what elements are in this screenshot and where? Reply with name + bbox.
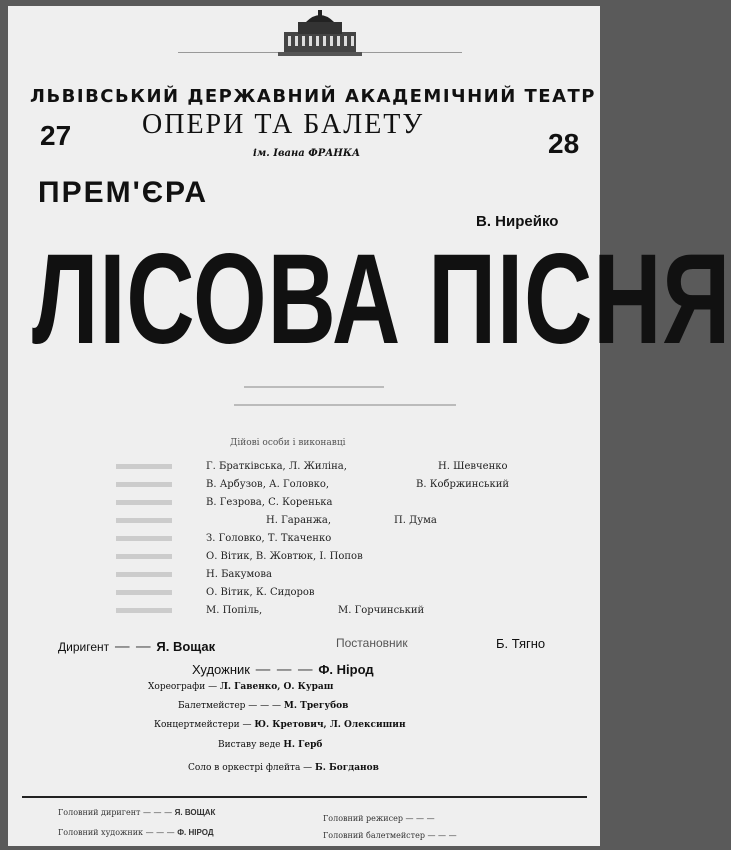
stage-manager-name: Н. Герб	[283, 740, 323, 750]
date-left: 27	[40, 120, 72, 151]
footer-chief-ballet-label: Головний балетмейстер	[323, 831, 425, 840]
footer-chief-artist-name: Ф. НІРОД	[177, 828, 214, 837]
faint-subtitle-line-2	[234, 404, 456, 406]
faded-role-names	[116, 464, 172, 614]
performance-title: ЛІСОВА ПІСНЯ	[32, 228, 731, 371]
poster	[8, 6, 731, 846]
footer-chief-conductor: Головний диригент — — — Я. ВОЩАК	[58, 808, 216, 817]
decor-line-left	[178, 52, 278, 53]
conductor-label: Диригент	[58, 640, 110, 654]
footer-chief-conductor-label: Головний диригент	[58, 808, 141, 817]
choreographers-credit: Хореографи — Л. Гавенко, О. Кураш	[148, 682, 334, 692]
theatre-building-illustration	[278, 10, 362, 56]
footer-chief-conductor-name: Я. ВОЩАК	[174, 808, 216, 817]
concertmasters-credit: Концертмейстери — Ю. Кретович, Л. Олексишин	[154, 720, 406, 730]
stage-manager-credit	[218, 740, 322, 750]
flute-name: Б. Богданов	[315, 763, 379, 773]
cast-heading: Дійові особи і виконавці	[230, 438, 346, 448]
date-right: 28	[548, 128, 580, 159]
conductor-name: Я. Вощак	[156, 639, 216, 654]
flute-label: Соло в оркестрі флейта	[188, 763, 301, 773]
cast-performers: О. Вітик, В. Жовтюк, І. Попов	[206, 551, 363, 562]
footer-chief-director: Головний режисер — — —	[323, 814, 435, 823]
concertmasters-names: Ю. Кретович, Л. Олексишин	[254, 720, 406, 730]
footer-divider	[22, 796, 587, 798]
cast-performers: В. Арбузов, А. Головко,	[206, 479, 330, 490]
premiere-label: ПРЕМ'ЄРА	[38, 176, 209, 209]
theatre-name-line2: ОПЕРИ ТА БАЛЕТУ	[142, 109, 425, 140]
cast-performers: М. Попіль,	[206, 605, 263, 616]
concertmasters-label: Концертмейстери	[154, 720, 240, 730]
footer-chief-ballet: Головний балетмейстер — — —	[323, 831, 457, 840]
conductor-credit: Диригент — — Я. Вощак	[58, 636, 216, 655]
cast-performers-alt: П. Дума	[394, 515, 437, 526]
artist-label: Художник	[192, 662, 250, 677]
director-label: Постановник	[336, 636, 408, 650]
cast-performers: Н. Бакумова	[206, 569, 272, 580]
director-name: Б. Тягно	[496, 636, 546, 651]
ballet-master-name: М. Трегубов	[283, 701, 349, 711]
stage-manager-label: Виставу веде	[218, 740, 281, 750]
cast-performers: Н. Гаранжа,	[266, 515, 332, 526]
cast-performers: В. Гезрова, С. Коренька	[206, 497, 333, 508]
footer-chief-director-label: Головний режисер	[323, 814, 403, 823]
decor-line-right	[362, 52, 462, 53]
named-after: ім. Івана ФРАНКА	[253, 148, 361, 159]
ballet-master-credit: Балетмейстер — — — М. Трегубов	[178, 701, 349, 711]
cast-performers: З. Головко, Т. Ткаченко	[206, 533, 332, 544]
cast-performers-alt: Н. Шевченко	[438, 461, 508, 472]
cast-performers-alt: М. Горчинський	[338, 605, 425, 616]
choreographers-label: Хореографи	[148, 682, 206, 692]
artist-credit: Художник — — — Ф. Нірод	[192, 659, 374, 678]
flute-credit: Соло в оркестрі флейта — Б. Богданов	[188, 763, 379, 773]
artist-name: Ф. Нірод	[318, 662, 374, 677]
choreographers-names: Л. Гавенко, О. Кураш	[219, 682, 334, 692]
cast-performers: Г. Братківська, Л. Жиліна,	[206, 461, 347, 472]
author: В. Нирейко	[476, 213, 559, 230]
faint-subtitle-line-1	[244, 386, 384, 388]
theatre-name-line1: ЛЬВІВСЬКИЙ ДЕРЖАВНИЙ АКАДЕМІЧНИЙ ТЕАТР	[30, 86, 597, 107]
cast-performers: О. Вітик, К. Сидоров	[206, 587, 315, 598]
footer-chief-artist-label: Головний художник	[58, 828, 144, 837]
ballet-master-label: Балетмейстер	[178, 701, 246, 711]
cast-performers-alt: В. Кобржинський	[416, 479, 510, 490]
footer-chief-artist: Головний художник — — — Ф. НІРОД	[58, 828, 214, 837]
